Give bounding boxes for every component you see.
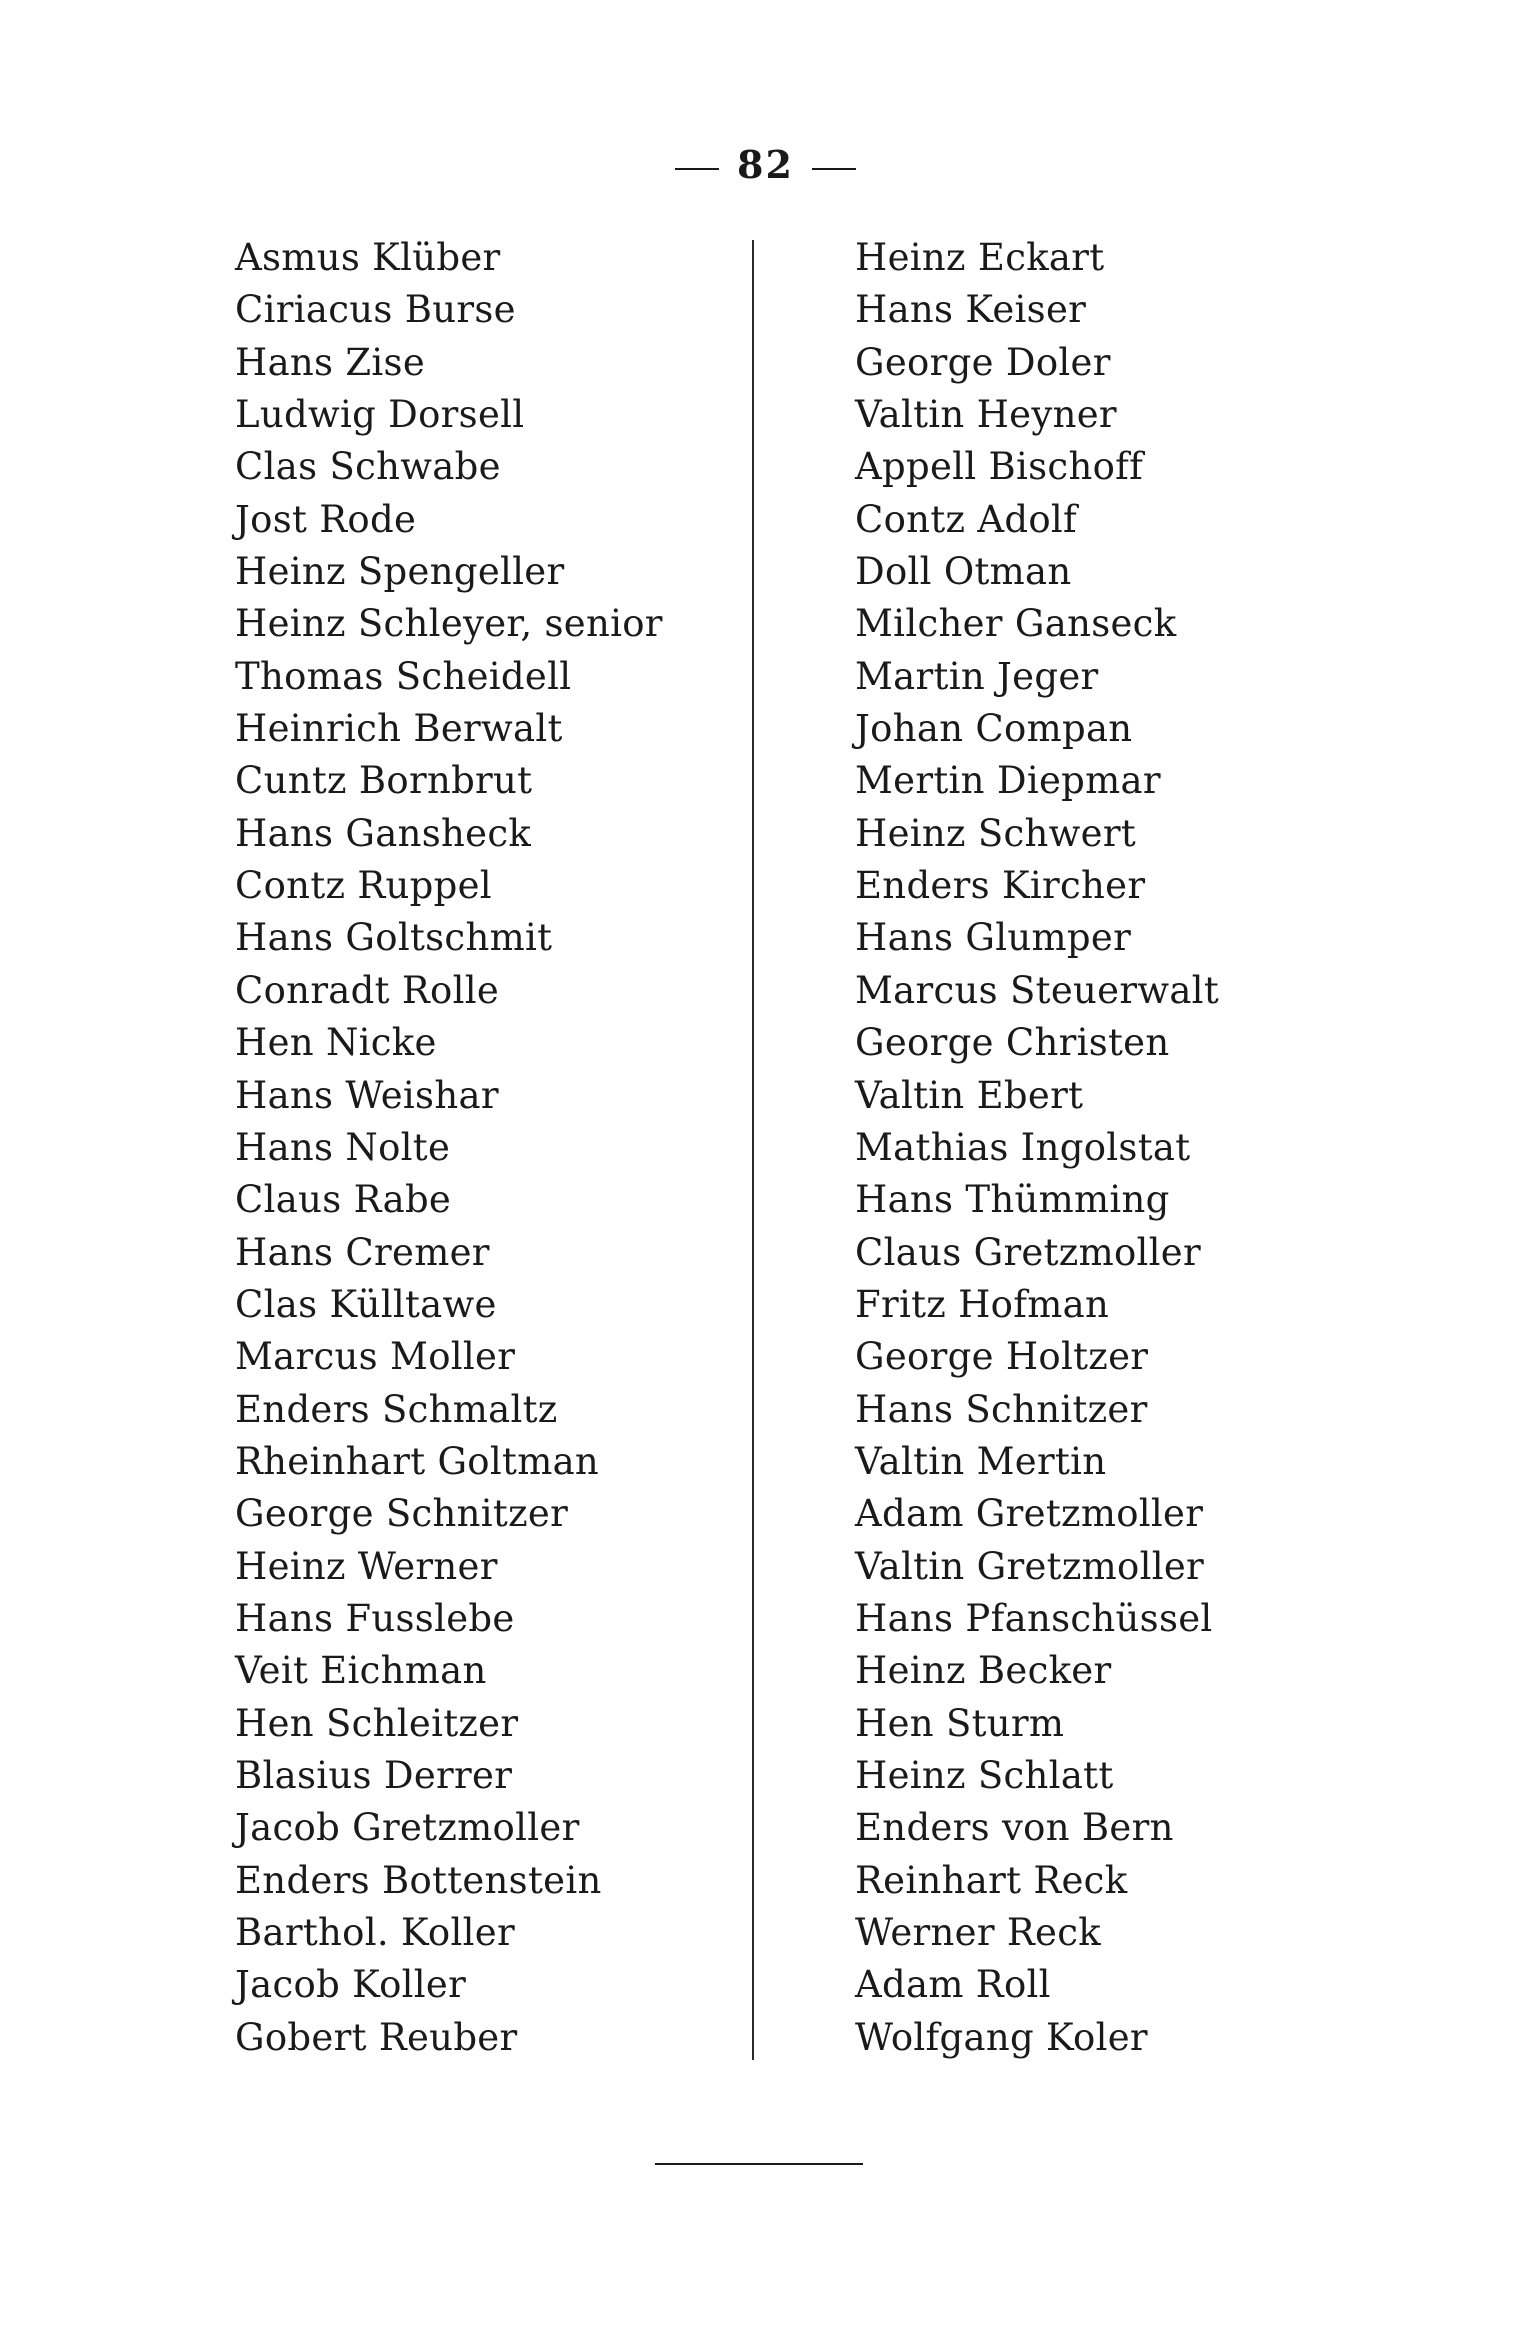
name-entry: Valtin Ebert <box>855 1073 1084 1117</box>
name-entry: Appell Bischoff <box>855 445 1144 489</box>
name-entry: Adam Roll <box>855 1963 1051 2007</box>
name-entry: Barthol. Koller <box>235 1911 515 1954</box>
name-entry: Veit Eichman <box>235 1649 487 1693</box>
name-entry: Heinrich Berwalt <box>235 707 563 751</box>
name-entry: Marcus Steuerwalt <box>855 968 1219 1012</box>
name-entry: Heinz Schwert <box>855 811 1137 855</box>
name-entry: Heinz Schlatt <box>855 1753 1114 1797</box>
name-entry: Doll Otman <box>855 550 1072 594</box>
name-entry: Clas Külltawe <box>235 1282 497 1326</box>
name-entry: Johan Compan <box>855 707 1133 751</box>
name-entry: George Schnitzer <box>235 1492 569 1536</box>
name-entry: Hans Zise <box>235 340 426 384</box>
name-entry: Enders Schmaltz <box>235 1387 558 1431</box>
name-entry: Contz Ruppel <box>235 864 492 908</box>
name-entry: Heinz Spengeller <box>235 550 565 594</box>
name-entry: Enders von Bern <box>855 1806 1174 1850</box>
footer-rule <box>655 2163 863 2165</box>
name-entry: Heinz Schleyer, senior <box>235 602 663 646</box>
name-entry: Valtin Heyner <box>855 393 1117 437</box>
name-entry: Hans Schnitzer <box>855 1387 1148 1431</box>
name-entry: Martin Jeger <box>855 654 1099 698</box>
names-column-right <box>855 232 1219 2064</box>
names-column-left <box>235 232 663 2064</box>
name-entry: George Doler <box>855 340 1111 384</box>
name-entry: Hans Glumper <box>855 916 1132 960</box>
header-dash-left <box>675 168 719 170</box>
page-number: 82 <box>737 142 794 187</box>
name-entry: George Christen <box>855 1021 1170 1065</box>
name-entry: Heinz Eckart <box>855 236 1105 279</box>
name-entry: Hans Weishar <box>235 1073 499 1117</box>
name-entry: Hans Gansheck <box>235 811 532 855</box>
name-entry: Valtin Mertin <box>855 1439 1107 1483</box>
name-entry: Claus Gretzmoller <box>855 1230 1201 1274</box>
name-entry: Fritz Hofman <box>855 1282 1110 1326</box>
name-entry: Hans Thümming <box>855 1178 1170 1222</box>
name-entry: Hans Keiser <box>855 288 1087 332</box>
name-entry: Jacob Koller <box>235 1963 467 2007</box>
name-entry: Hen Schleitzer <box>235 1701 519 1745</box>
name-entry: Clas Schwabe <box>235 445 501 489</box>
name-entry: Jost Rode <box>235 497 417 541</box>
name-entry: Rheinhart Goltman <box>235 1439 600 1483</box>
name-entry: Enders Bottenstein <box>235 1858 602 1902</box>
name-entry: Werner Reck <box>855 1911 1101 1954</box>
name-entry: Contz Adolf <box>855 497 1078 541</box>
name-entry: Ludwig Dorsell <box>235 393 525 437</box>
name-entry: Asmus Klüber <box>235 236 501 279</box>
name-entry: Hans Pfanschüssel <box>855 1596 1213 1640</box>
name-entry: Reinhart Reck <box>855 1858 1128 1902</box>
name-entry: Mathias Ingolstat <box>855 1125 1191 1169</box>
name-entry: Hans Goltschmit <box>235 916 553 960</box>
name-entry: Jacob Gretzmoller <box>235 1806 580 1850</box>
name-entry: Ciriacus Burse <box>235 288 516 332</box>
name-entry: Gobert Reuber <box>235 2015 518 2059</box>
name-entry: Mertin Diepmar <box>855 759 1161 803</box>
name-entry: Valtin Gretzmoller <box>855 1544 1205 1588</box>
name-entry: Wolfgang Koler <box>855 2015 1148 2059</box>
name-entry: George Holtzer <box>855 1335 1149 1379</box>
name-entry: Marcus Moller <box>235 1335 516 1379</box>
name-entry: Thomas Scheidell <box>235 654 572 698</box>
name-entry: Cuntz Bornbrut <box>235 759 533 803</box>
name-entry: Enders Kircher <box>855 864 1146 908</box>
name-entry: Hen Sturm <box>855 1701 1065 1745</box>
name-entry: Claus Rabe <box>235 1178 452 1222</box>
column-divider <box>752 240 754 2060</box>
name-entry: Hans Fusslebe <box>235 1596 515 1640</box>
name-entry: Adam Gretzmoller <box>855 1492 1204 1536</box>
name-entry: Heinz Werner <box>235 1544 498 1588</box>
name-entry: Heinz Becker <box>855 1649 1112 1693</box>
name-entry: Hans Nolte <box>235 1125 451 1169</box>
header-dash-right <box>812 168 856 170</box>
page-header <box>0 142 1531 187</box>
name-entry: Conradt Rolle <box>235 968 500 1012</box>
name-entry: Blasius Derrer <box>235 1753 513 1797</box>
name-entry: Hans Cremer <box>235 1230 490 1274</box>
name-entry: Hen Nicke <box>235 1021 437 1065</box>
name-entry: Milcher Ganseck <box>855 602 1177 646</box>
